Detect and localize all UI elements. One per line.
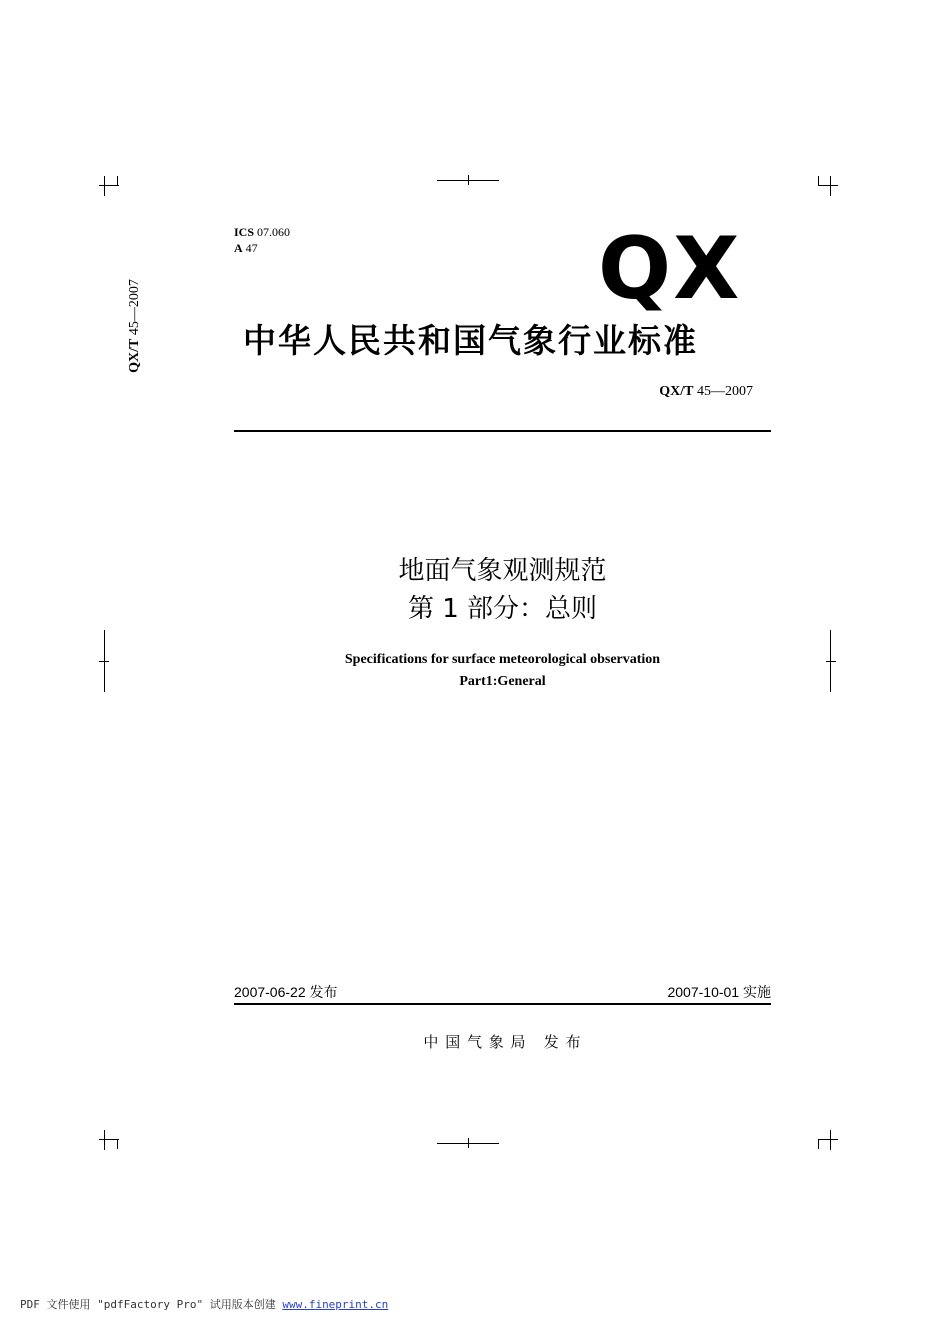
class-label: A — [234, 241, 243, 255]
crop-mark — [830, 1130, 831, 1150]
crop-mark — [468, 175, 469, 185]
class-line — [234, 240, 290, 256]
crop-mark — [117, 176, 118, 186]
crop-mark — [818, 176, 819, 186]
side-standard-code — [125, 271, 145, 381]
qx-logo: QX — [598, 219, 742, 319]
pdf-footer — [20, 1297, 388, 1313]
crop-mark — [818, 185, 838, 186]
ics-block — [234, 224, 290, 256]
effective-date: 2007-10-01 实施 — [667, 984, 771, 1000]
standard-code — [560, 382, 753, 402]
document-title-en — [234, 649, 771, 693]
crop-mark — [117, 1139, 118, 1149]
issue-date: 2007-06-22 发布 — [234, 984, 338, 1000]
title-en-line2: Part1:General — [459, 674, 546, 689]
side-code-number: 45—2007 — [127, 279, 142, 336]
crop-mark — [104, 176, 105, 196]
class-value: 47 — [245, 241, 258, 255]
crop-mark — [99, 1139, 119, 1140]
publisher — [234, 1031, 771, 1053]
side-code-prefix: QX/T — [127, 338, 142, 373]
title-en-line1: Specifications for surface meteorological observation — [344, 652, 661, 667]
crop-mark — [468, 1138, 469, 1148]
ics-label: ICS — [234, 225, 255, 239]
standard-code-prefix: QX/T — [659, 384, 694, 399]
title-cn-line1: 地面气象观测规范 — [398, 556, 607, 586]
crop-mark — [99, 185, 119, 186]
crop-mark — [818, 1139, 838, 1140]
top-divider — [234, 430, 771, 432]
crop-mark — [99, 661, 109, 662]
crop-mark — [104, 1130, 105, 1150]
bottom-divider — [234, 1003, 771, 1005]
footer-text: PDF 文件使用 "pdfFactory Pro" 试用版本创建 — [20, 1298, 283, 1311]
standard-title: 中华人民共和国气象行业标准 — [243, 321, 698, 360]
crop-mark — [830, 176, 831, 196]
ics-value: 07.060 — [257, 225, 291, 239]
crop-mark — [818, 1139, 819, 1149]
ics-line — [234, 224, 290, 240]
document-title-cn — [234, 552, 771, 628]
title-cn-line2: 第 1 部分：总则 — [407, 594, 598, 624]
publisher-text: 中 国 气 象 局 发 布 — [423, 1033, 582, 1051]
standard-code-number: 45—2007 — [697, 384, 753, 399]
crop-mark — [826, 661, 836, 662]
footer-link[interactable]: www.fineprint.cn — [282, 1298, 389, 1311]
